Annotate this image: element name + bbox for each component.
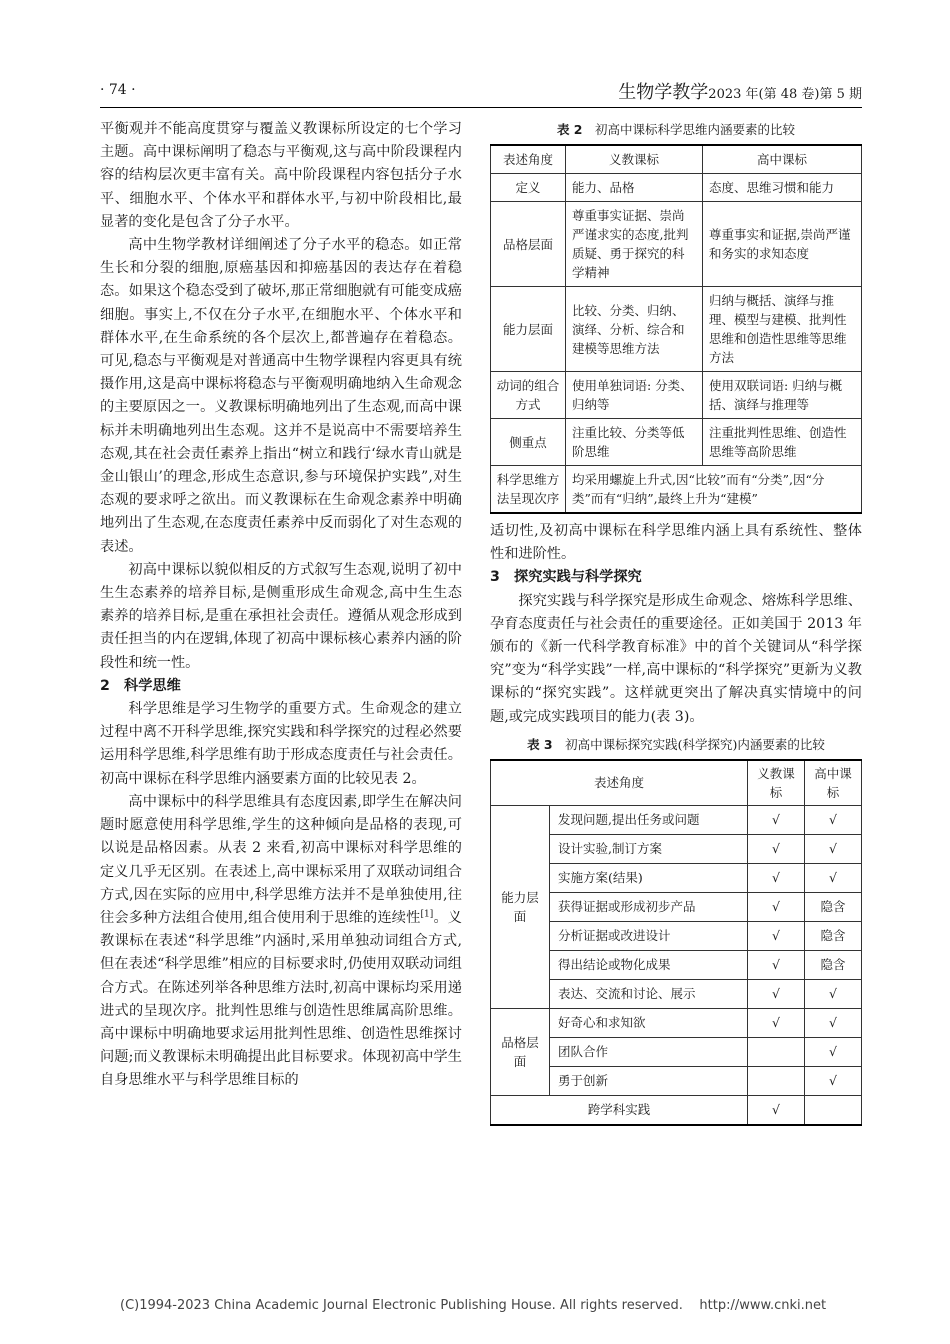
journal-name: 生物学教学 bbox=[618, 82, 709, 103]
paragraph: 适切性,及初高中课标在科学思维内涵上具有系统性、整体性和进阶性。 bbox=[490, 523, 862, 563]
copyright-footer: (C)1994-2023 China Academic Journal Electronic Publishing House. All rights reserved. http://www.cnki.net bbox=[120, 1298, 827, 1313]
table-cell: 能力层面 bbox=[491, 287, 566, 372]
table-cell: 发现问题,提出任务或问题 bbox=[550, 805, 748, 834]
journal-issue: 2023 年(第 48 卷)第 5 期 bbox=[708, 87, 862, 102]
table-cell: 注重比较、分类等低阶思维 bbox=[566, 419, 703, 466]
table-cell: 比较、分类、归纳、演绎、分析、综合和建模等思维方法 bbox=[566, 287, 703, 372]
paragraph: 初高中课标以貌似相反的方式叙写生态观,说明了初中生生态素养的培养目标,是侧重形成生命观念,高中生生态素养的培养目标,是重在承担社会责任。遵循从观念形成到责任担当的内在逻辑,体现了初高中课标核心素养内涵的阶段性和统一性。 bbox=[100, 561, 462, 671]
table-cell: 定义 bbox=[491, 174, 566, 202]
table-cell: 动词的组合方式 bbox=[491, 372, 566, 419]
check-cell: √ bbox=[748, 979, 805, 1008]
table2-header-row bbox=[491, 145, 862, 174]
check-cell: √ bbox=[805, 1037, 862, 1066]
check-cell: √ bbox=[748, 834, 805, 863]
table-cell: 归纳与概括、演绎与推理、模型与建模、批判性思维和创造性思维等思维方法 bbox=[703, 287, 862, 372]
check-cell: √ bbox=[805, 805, 862, 834]
citation-ref: [1] bbox=[420, 909, 434, 920]
table-row bbox=[491, 419, 862, 466]
table2-label: 表 2 bbox=[556, 122, 583, 137]
check-cell: √ bbox=[748, 921, 805, 950]
table-cell: 得出结论或物化成果 bbox=[550, 950, 748, 979]
check-cell bbox=[748, 1066, 805, 1095]
right-column bbox=[490, 118, 862, 1126]
table-row bbox=[491, 372, 862, 419]
paragraph: 平衡观并不能高度贯穿与覆盖义教课标所设定的七个学习主题。高中课标阐明了稳态与平衡观,这与高中阶段课程内容的结构层次更丰富有关。高中阶段课程内容包括分子水平、细胞水平、个体水平和群体水平,与初中阶段相比,最显著的变化是包含了分子水平。 bbox=[100, 121, 462, 230]
table-cell: 均采用螺旋上升式,因“比较”而有“分类”,因“分类”而有“归纳”,最终上升为“建模” bbox=[566, 466, 862, 514]
table-header-cell: 表述角度 bbox=[491, 760, 748, 806]
table-cell: 好奇心和求知欲 bbox=[550, 1008, 748, 1037]
paragraph: 高中生物学教材详细阐述了分子水平的稳态。如正常生长和分裂的细胞,原癌基因和抑癌基因的表达存在着稳态。如果这个稳态受到了破坏,那正常细胞就有可能变成癌细胞。事实上,不仅在分子水平,在细胞水平、个体水平和群体水平,在生命系统的各个层次上,都普遍存在着稳态。可见,稳态与平衡观是对普通高中生物学课程内容更具有统摄作用,这是高中课标将稳态与平衡观明确地纳入生命观念的主要原因之一。义教课标明确地列出了生态观,而高中课标并未明确地列出生态观。这并不是说高中不需要培养生态观,其在社会责任素养上指出“树立和践行‘绿水青山就是金山银山’的理念,形成生态意识,参与环境保护实践”,对生态观的要求呼之欲出。而义教课标在生命观念素养中明确地列出了生态观,在态度责任素养中反而弱化了对生态观的表述。 bbox=[100, 237, 462, 555]
check-cell: 隐含 bbox=[805, 892, 862, 921]
table2 bbox=[490, 144, 862, 514]
table-row bbox=[491, 174, 862, 202]
table3-label: 表 3 bbox=[527, 736, 553, 752]
table-cell: 态度、思维习惯和能力 bbox=[703, 174, 862, 202]
table-cell: 侧重点 bbox=[491, 419, 566, 466]
section-heading-3: 3 探究实践与科学探究 bbox=[490, 569, 642, 586]
table-cell: 能力、品格 bbox=[566, 174, 703, 202]
table-header-cell: 义教课标 bbox=[566, 145, 703, 174]
check-cell: √ bbox=[748, 1095, 805, 1125]
table3-header-row bbox=[491, 760, 862, 806]
check-cell: 隐含 bbox=[805, 921, 862, 950]
table-cell: 分析证据或改进设计 bbox=[550, 921, 748, 950]
table3 bbox=[490, 759, 862, 1126]
table-cell: 使用双联词语: 归纳与概括、演绎与推理等 bbox=[703, 372, 862, 419]
paragraph: 探究实践与科学探究是形成生命观念、熔炼科学思维、孕育态度责任与社会责任的重要途径。正如美国于 2013 年颁布的《新一代科学教育标准》中的首个关键词从“科学探究”变为“科学实践”一样,高中课标的“科学探究”更新为义教课标的“探究实践”。这样就更突出了解决真实情境中的问题,或完成实践项目的能力(表 3)。 bbox=[490, 592, 862, 725]
check-cell: √ bbox=[748, 892, 805, 921]
table3-caption bbox=[490, 735, 862, 755]
table-cell: 注重批判性思维、创造性思维等高阶思维 bbox=[703, 419, 862, 466]
table2-caption bbox=[490, 120, 862, 140]
check-cell: √ bbox=[748, 863, 805, 892]
check-cell bbox=[805, 1095, 862, 1125]
journal-title bbox=[618, 78, 862, 104]
table-row bbox=[491, 287, 862, 372]
table-header-cell: 高中课标 bbox=[805, 760, 862, 806]
header-rule bbox=[100, 107, 862, 108]
paragraph: 科学思维是学习生物学的重要方式。生命观念的建立过程中离不开科学思维,探究实践和科学探究的过程必然要运用科学思维,科学思维有助于形成态度责任与社会责任。初高中课标在科学思维内涵要素方面的比较见表 2。 bbox=[100, 701, 462, 787]
table-header-cell: 高中课标 bbox=[703, 145, 862, 174]
section-heading-2: 2 科学思维 bbox=[100, 677, 181, 694]
check-cell: √ bbox=[805, 863, 862, 892]
table-row bbox=[491, 466, 862, 514]
table-cell: 实施方案(结果) bbox=[550, 863, 748, 892]
table-header-cell: 义教课标 bbox=[748, 760, 805, 806]
check-cell: √ bbox=[805, 834, 862, 863]
check-cell bbox=[748, 1037, 805, 1066]
check-cell: √ bbox=[748, 1008, 805, 1037]
check-cell: √ bbox=[748, 805, 805, 834]
table-cell: 获得证据或形成初步产品 bbox=[550, 892, 748, 921]
table-cell: 尊重事实证据、崇尚严谨求实的态度,批判质疑、勇于探究的科学精神 bbox=[566, 202, 703, 287]
page-header bbox=[100, 78, 862, 106]
paragraph-text: 高中课标中的科学思维具有态度因素,即学生在解决问题时愿意使用科学思维,学生的这种倾向是品格的表现,可以说是品格因素。从表 2 来看,初高中课标对科学思维的定义几乎无区别。在表述上,高中课标采用了双联动词组合方式,因在实际的应用中,科学思维方法并不是单独使用,往往会多种方法组合使用,组合使用利于思维的连续性 bbox=[100, 793, 462, 926]
check-cell: 隐含 bbox=[805, 950, 862, 979]
table-cell: 科学思维方法呈现次序 bbox=[491, 466, 566, 514]
table-cell: 团队合作 bbox=[550, 1037, 748, 1066]
table3-body bbox=[491, 760, 862, 1125]
left-column bbox=[100, 118, 462, 1093]
table2-body bbox=[491, 145, 862, 513]
table-row bbox=[491, 805, 862, 834]
table-cell: 品格层面 bbox=[491, 202, 566, 287]
table-cell: 跨学科实践 bbox=[491, 1095, 748, 1125]
check-cell: √ bbox=[748, 950, 805, 979]
check-cell: √ bbox=[805, 1066, 862, 1095]
table-row bbox=[491, 1095, 862, 1125]
table-cell: 勇于创新 bbox=[550, 1066, 748, 1095]
check-cell: √ bbox=[805, 979, 862, 1008]
table-row bbox=[491, 1008, 862, 1037]
group-cell: 品格层面 bbox=[491, 1008, 550, 1095]
group-cell: 能力层面 bbox=[491, 805, 550, 1008]
page-number: · 74 · bbox=[100, 82, 136, 98]
paragraph bbox=[100, 791, 462, 1093]
check-cell: √ bbox=[805, 1008, 862, 1037]
table2-title: 初高中课标科学思维内涵要素的比较 bbox=[595, 122, 796, 137]
table-cell: 尊重事实和证据,崇尚严谨和务实的求知态度 bbox=[703, 202, 862, 287]
table-cell: 使用单独词语: 分类、归纳等 bbox=[566, 372, 703, 419]
table-row bbox=[491, 202, 862, 287]
paragraph-text: 。义教课标在表述“科学思维”内涵时,采用单独动词组合方式,但在表述“科学思维”相应的目标要求时,仍使用双联动词组合方式。在陈述列举各种思维方法时,初高中课标均采用递进式的呈现次序。批判性思维与创造性思维属高阶思维。高中课标中明确地要求运用批判性思维、创造性思维探讨问题;而义教课标未明确提出此目标要求。体现初高中学生自身思维水平与科学思维目标的 bbox=[100, 909, 462, 1089]
table-header-cell: 表述角度 bbox=[491, 145, 566, 174]
table-cell: 设计实验,制订方案 bbox=[550, 834, 748, 863]
table-cell: 表达、交流和讨论、展示 bbox=[550, 979, 748, 1008]
table3-title: 初高中课标探究实践(科学探究)内涵要素的比较 bbox=[565, 736, 825, 752]
